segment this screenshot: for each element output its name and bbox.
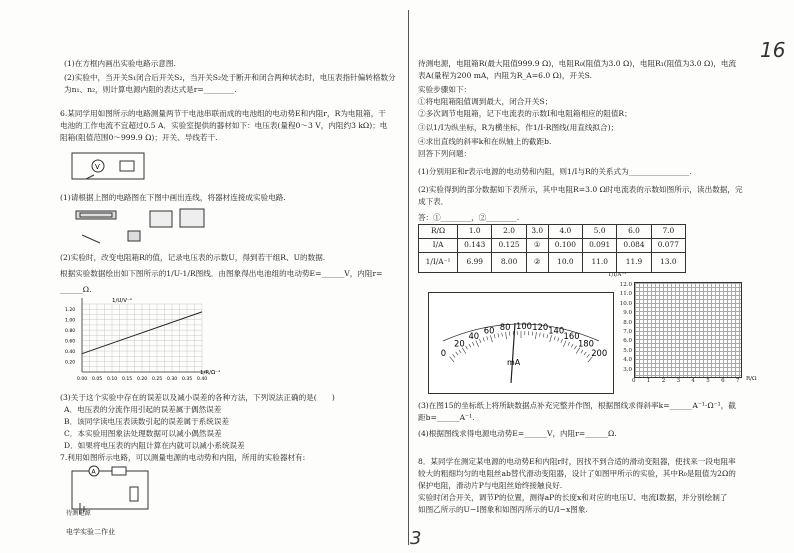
page-footer-handwritten: 3 bbox=[410, 528, 422, 549]
meter-tick bbox=[456, 352, 458, 355]
grid-x-tick: 1 bbox=[646, 378, 651, 384]
table-row bbox=[419, 239, 686, 253]
q6-equipment-sketch bbox=[70, 207, 230, 247]
q6-option-c: C．本实验用图象法处理数据可以减小偶然误差 bbox=[64, 429, 222, 438]
grid-y-tick: 7.0 bbox=[623, 329, 632, 335]
x-tick-label: 0.40 bbox=[197, 377, 208, 382]
meter-tick bbox=[561, 339, 562, 343]
y-tick-label: 1.00 bbox=[65, 318, 76, 324]
table-cell: 6.99 bbox=[458, 253, 492, 273]
q7-sub3a: (3)在图15的坐标纸上将所缺数据点补充完整并作图，根据图线求得斜率k=______A⁻¹·Ω⁻¹，截 bbox=[418, 401, 736, 410]
grid-paper[interactable] bbox=[634, 282, 742, 378]
meter-tick bbox=[558, 338, 559, 342]
table-cell: 0.100 bbox=[548, 239, 582, 253]
table-cell: 0.077 bbox=[651, 239, 685, 253]
q6-part1: (1)请根据上图的电路图在下图中画出连线，将器材连接成实验电路. bbox=[60, 193, 286, 202]
grid-x-tick: 7 bbox=[736, 378, 740, 384]
q7-sub1: (1)分别用E和r表示电源的电动势和内阻，则1/I与R的关系式为________________. bbox=[418, 167, 692, 176]
q6-part2b: 根据实验数据绘出如下图所示的1/U-1/R图线．由图象得出电池组的电动势E=______V，内阻r= bbox=[60, 269, 383, 278]
meter-tick bbox=[506, 332, 507, 339]
grid-x-tick: 5 bbox=[706, 378, 710, 384]
meter-tick bbox=[483, 338, 484, 342]
x-tick-label: 0.25 bbox=[152, 377, 163, 382]
meter-tick bbox=[568, 342, 570, 346]
meter-tick bbox=[466, 346, 468, 349]
q7-answer-blanks: 答：①________，②________. bbox=[418, 213, 520, 222]
q5-line2: (2)实验中，当开关S₁闭合后开关S₂，当开关S₂处于断开和闭合两种状态时，电压表指针偏转格数分 bbox=[64, 73, 396, 82]
q7-step-2: ②多次调节电阻箱，记下电流表的示数I和电阻箱相应的阻值R； bbox=[418, 109, 632, 118]
grid-x-tick: 0 bbox=[632, 378, 636, 384]
meter-tick bbox=[543, 333, 544, 337]
meter-scale-label: 80 bbox=[499, 322, 511, 333]
meter-tick bbox=[581, 350, 583, 353]
q7-data-table bbox=[418, 224, 686, 273]
grid-y-tick: 6.0 bbox=[623, 338, 632, 345]
meter-tick bbox=[554, 336, 555, 340]
q6-inverse-chart bbox=[60, 292, 230, 392]
q8-line3: 保护电阻，滑动片P与电阻丝始终接触良好. bbox=[418, 481, 563, 490]
x-tick-label: 0.00 bbox=[77, 377, 88, 382]
q7-answer-intro: 回答下列问题： bbox=[418, 149, 472, 158]
grid-y-tick: 9.0 bbox=[623, 310, 632, 317]
meter-tick bbox=[490, 335, 492, 342]
meter-tick bbox=[502, 333, 503, 337]
column-divider bbox=[408, 10, 409, 545]
left-column bbox=[60, 0, 398, 553]
meter-scale-label: 60 bbox=[483, 325, 495, 336]
q6-line3: 阻箱(阻值范围0～999.9 Ω)；开关、导线若干. bbox=[60, 133, 218, 142]
x-tick-label: 0.35 bbox=[182, 377, 193, 382]
meter-tick bbox=[459, 350, 461, 353]
table-cell: 0.084 bbox=[617, 239, 651, 253]
grid-y-tick: 3.0 bbox=[623, 366, 632, 373]
svg-text:V: V bbox=[95, 163, 100, 171]
grid-y-tick: 5.0 bbox=[623, 347, 632, 354]
x-tick-label: 0.30 bbox=[167, 377, 178, 382]
table-cell: 11.0 bbox=[583, 253, 617, 273]
grid-y-tick: 11.0 bbox=[619, 291, 632, 298]
x-tick-label: 0.10 bbox=[107, 377, 118, 382]
y-tick-label: 0.60 bbox=[65, 339, 76, 345]
y-tick-label: 1.20 bbox=[65, 308, 76, 314]
table-cell: 3.0 bbox=[526, 225, 548, 239]
page-number-handwritten: 16 bbox=[760, 38, 786, 62]
table-row bbox=[419, 225, 686, 239]
table-cell: 11.9 bbox=[617, 253, 651, 273]
meter-tick bbox=[453, 354, 455, 357]
grid-x-tick: 4 bbox=[691, 378, 695, 384]
table-cell: 7.0 bbox=[651, 225, 685, 239]
meter-tick bbox=[498, 333, 499, 337]
meter-tick bbox=[450, 357, 454, 362]
table-cell: 0.143 bbox=[458, 239, 492, 253]
q7-equipment-line1: 待测电源，电阻箱R(最大阻值999.9 Ω)，电阻R₀(阻值为3.0 Ω)，电阻R₁(阻值为3.0 Ω)，电流 bbox=[418, 59, 737, 68]
meter-tick bbox=[472, 342, 474, 346]
footer-title: 电学实验二作业 bbox=[66, 528, 115, 536]
grid-x-tick: 6 bbox=[721, 378, 725, 384]
meter-tick bbox=[479, 339, 480, 343]
table-cell: 10.0 bbox=[548, 253, 582, 273]
table-cell: 4.0 bbox=[548, 225, 582, 239]
q5-line3: 为n₁、n₂，则计算电源内阻的表达式是r=________. bbox=[64, 85, 237, 94]
table-cell: 6.0 bbox=[617, 225, 651, 239]
meter-tick bbox=[469, 344, 471, 348]
grid-x-tick: 3 bbox=[676, 378, 681, 384]
q6-option-b: B．该同学读电压表读数引起的误差属于系统误差 bbox=[64, 417, 230, 426]
y-tick-label: 0.40 bbox=[65, 350, 76, 356]
grid-chart-xlabel: R/Ω bbox=[746, 376, 757, 382]
meter-scale-label: 120 bbox=[532, 322, 549, 333]
q7-steps-title: 实验步骤如下： bbox=[418, 85, 472, 94]
grid-yticks bbox=[614, 282, 632, 376]
right-column bbox=[418, 0, 780, 553]
meter-scale-label: 40 bbox=[468, 331, 480, 342]
q7-sub2a: (2)实验得到的部分数据如下表所示，其中电阻R=3.0 Ω时电流表的示数如图所示，读出数据，完 bbox=[418, 185, 743, 194]
q7-sub4: (4)根据图线求得电源电动势E=______V，内阻r=______Ω. bbox=[418, 429, 617, 438]
grid-y-tick: 4.0 bbox=[623, 357, 632, 364]
table-cell: 1/I/A⁻¹ bbox=[419, 253, 458, 273]
x-tick-label: 0.20 bbox=[137, 377, 148, 382]
q7-intro: 7.利用如图所示电路，可以测量电源的电动势和内阻，所用的实验器材有: bbox=[60, 453, 306, 462]
meter-scale-label: 200 bbox=[591, 348, 608, 359]
battery-label: 待测电源 bbox=[66, 510, 91, 517]
q7-step-1: ①将电阻箱阻值调到最大，闭合开关S； bbox=[418, 97, 553, 106]
table-cell: ② bbox=[526, 253, 548, 273]
q5-line1: (1)在方框内画出实验电路示意图. bbox=[64, 59, 176, 68]
grid-y-tick: 8.0 bbox=[623, 319, 632, 326]
grid-chart bbox=[606, 270, 766, 394]
meter-tick bbox=[587, 354, 589, 357]
q6-part3-question: (3)关于这个实验中存在的误差以及减小误差的各种方法，下列说法正确的是( ) bbox=[60, 393, 335, 402]
meter-scale-label: 100 bbox=[516, 321, 532, 331]
table-cell: 2.0 bbox=[492, 225, 526, 239]
svg-text:A: A bbox=[91, 468, 96, 476]
ammeter-dial bbox=[428, 292, 614, 394]
q6-line2: 电池的工作电流不宜超过0.5 A．实验室提供的器材如下：电压表(量程0～3 V，内阻约3 kΩ)；电 bbox=[60, 121, 388, 130]
meter-scale-label: 160 bbox=[563, 331, 580, 342]
q7-equipment-line2: 表A(量程为200 mA，内阻为R_A=6.0 Ω)，开关S. bbox=[418, 71, 593, 80]
meter-tick bbox=[487, 336, 488, 340]
grid-y-tick: 12.0 bbox=[619, 282, 632, 288]
x-tick-label: 0.05 bbox=[92, 377, 103, 382]
meter-tick bbox=[571, 344, 573, 348]
meter-tick bbox=[575, 346, 577, 349]
q6-circuit-diagram bbox=[68, 147, 158, 185]
table-cell: 13.0 bbox=[651, 253, 685, 273]
grid-y-tick: 10.0 bbox=[619, 300, 632, 307]
table-cell: 0.125 bbox=[492, 239, 526, 253]
q8-line5: 如图乙所示的U−I图象和如图丙所示的U/I−x图象. bbox=[418, 505, 588, 514]
x-tick-label: 0.15 bbox=[122, 377, 133, 382]
meter-tick bbox=[584, 352, 586, 355]
table-cell: 8.00 bbox=[492, 253, 526, 273]
q7-sub3b: 距b=______A⁻¹. bbox=[418, 413, 475, 422]
table-cell: 0.091 bbox=[583, 239, 617, 253]
q7-step-4: ④求出直线的斜率k和在纵轴上的截距b. bbox=[418, 137, 552, 146]
q8-line4: 实验时闭合开关，调节P的位置，测得aP的长度x和对应的电压U、电流I数据，并分别绘制了 bbox=[418, 493, 728, 502]
meter-tick bbox=[535, 332, 536, 339]
meter-tick bbox=[563, 340, 566, 346]
q6-line1: 6.某同学用如图所示的电路测量两节干电池串联而成的电池组的电动势E和内阻r，R为电阻箱，干 bbox=[60, 109, 386, 118]
q7-sub2b: 成下表． bbox=[418, 197, 449, 206]
table-cell: 1.0 bbox=[458, 225, 492, 239]
q6-part2a: (2)实验时，改变电阻箱R的值，记录电压表的示数U，得到若干组R、U的数据. bbox=[60, 253, 326, 262]
table-cell: ① bbox=[526, 239, 548, 253]
meter-scale-label: 0 bbox=[440, 348, 447, 359]
q6-option-a: A．电压表的分流作用引起的误差属于偶然误差 bbox=[64, 405, 222, 414]
meter-tick bbox=[540, 333, 541, 337]
chart1-ylabel: 1/U/V⁻¹ bbox=[112, 298, 133, 304]
ammeter-needle bbox=[511, 323, 515, 383]
meter-scale-label: 140 bbox=[548, 325, 565, 336]
q8-line1: 8．某同学在测定某电源的电动势E和内阻r时，因找不到合适的滑动变阻器，使找来一段电阻率 bbox=[418, 457, 736, 466]
table-cell: R/Ω bbox=[419, 225, 458, 239]
q6-part2c: ______Ω. bbox=[60, 285, 92, 294]
grid-chart-ylabel: 1/I/A⁻¹ bbox=[608, 272, 627, 278]
meter-tick bbox=[550, 335, 552, 342]
meter-tick bbox=[476, 340, 479, 346]
q6-option-d: D．如果将电压表的内阻计算在内就可以减小系统误差 bbox=[64, 441, 245, 450]
q7-step-3: ③以1/I为纵坐标，R为横坐标，作1/I-R图线(用直线拟合)； bbox=[418, 123, 619, 132]
table-cell: I/A bbox=[419, 239, 458, 253]
q8-line2: 较大的粗细均匀的电阻丝ab替代滑动变阻器，设计了如图甲所示的实验，其中R₀是阻值为2Ω的 bbox=[418, 469, 736, 478]
ammeter-unit: mA bbox=[507, 358, 521, 367]
ammeter-scale bbox=[429, 293, 613, 393]
meter-scale-label: 20 bbox=[454, 338, 465, 349]
table-cell: 5.0 bbox=[583, 225, 617, 239]
chart1-xlabel: 1/R/Ω⁻¹ bbox=[200, 370, 221, 376]
y-tick-label: 0.80 bbox=[65, 329, 76, 335]
grid-x-tick: 2 bbox=[661, 378, 666, 384]
y-tick-label: 0.20 bbox=[65, 360, 76, 366]
meter-scale-label: 180 bbox=[577, 338, 594, 349]
